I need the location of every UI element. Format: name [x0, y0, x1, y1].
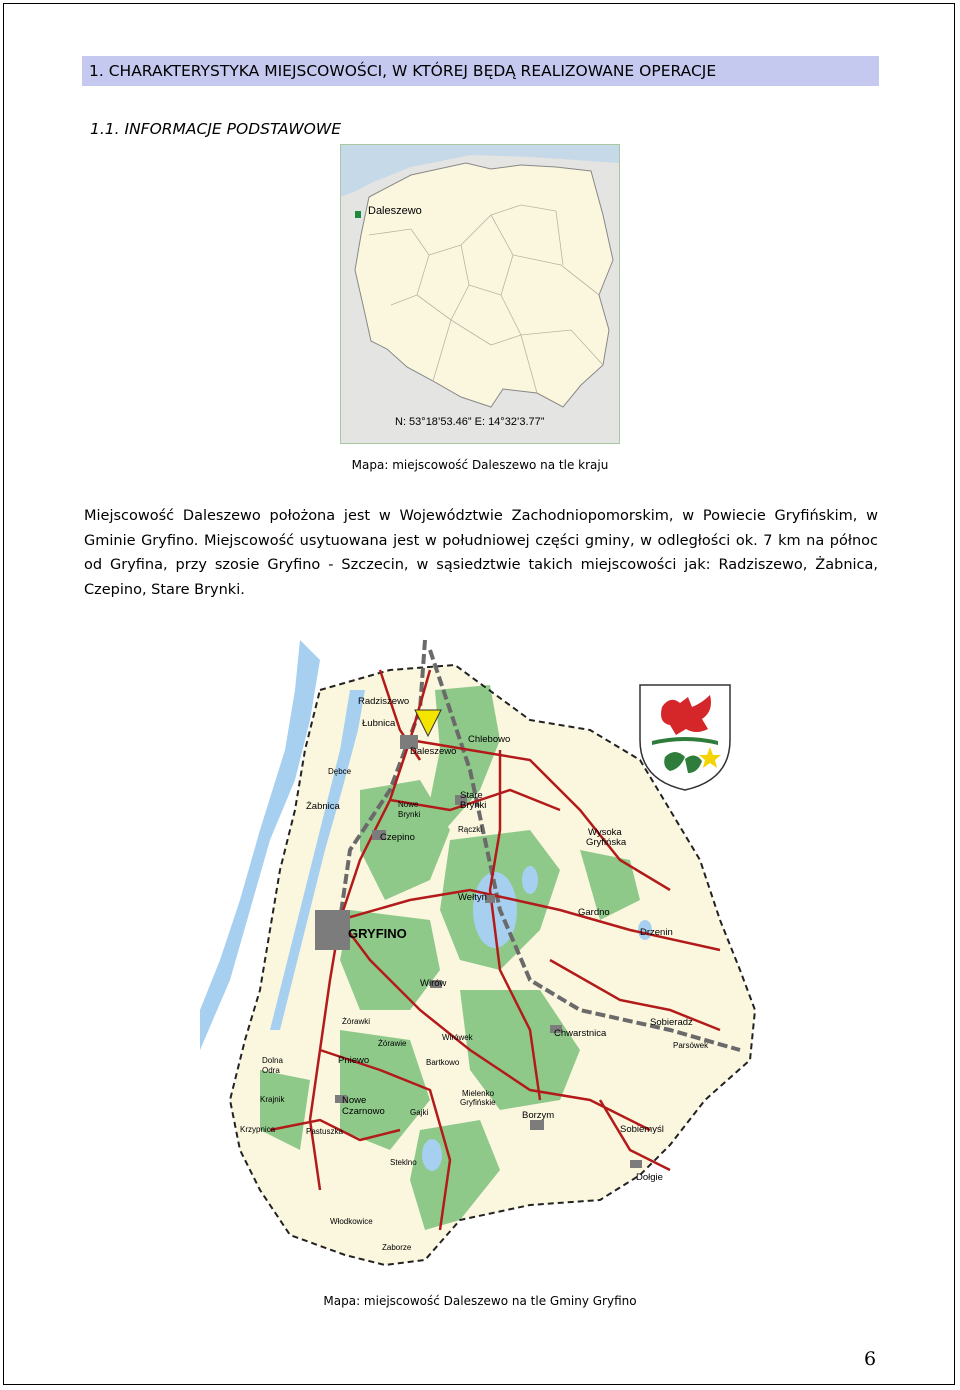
place-zaborze: Zaborze: [382, 1243, 412, 1252]
place-daleszewo: Daleszewo: [410, 746, 457, 757]
place-sobieradz: Sobieradz: [650, 1017, 693, 1028]
poland-map: [340, 144, 620, 444]
place-wirowek: Wirówek: [442, 1033, 473, 1042]
place-stare-brynki-2: Brynki: [460, 800, 487, 811]
place-debce: Dębce: [328, 767, 352, 776]
place-krzypnica: Krzypnica: [240, 1125, 276, 1134]
place-drzenin: Drzenin: [640, 927, 673, 938]
place-sobiemysl: Sobiemyśl: [620, 1124, 664, 1135]
place-czepino: Czepino: [380, 832, 415, 843]
place-parsowek: Parsówek: [673, 1041, 709, 1050]
place-zorawki: Żórawki: [342, 1017, 371, 1026]
place-gardno: Gardno: [578, 907, 610, 918]
map1-caption: Mapa: miejscowość Daleszewo na tle kraju: [351, 458, 609, 472]
section-heading: 1. CHARAKTERYSTYKA MIEJSCOWOŚCI, W KTÓREJ BĘDĄ REALIZOWANE OPERACJE: [89, 62, 717, 80]
place-nowe-brynki-1: Nowe: [398, 800, 419, 809]
place-dolna-odra-1: Dolna: [262, 1056, 283, 1065]
place-chwarstnica: Chwarstnica: [554, 1028, 607, 1039]
place-raczki: Rączki: [458, 825, 483, 834]
description-paragraph: Miejscowość Daleszewo położona jest w Województwie Zachodniopomorskim, w Powiecie Gryfińskim, w Gminie Gryfino. Miejscowość usytuowana jest w południowej części gminy, w odległości ok. 7 km na północ od Gryfina, przy szosie Gryfino - Szczecin, w sąsiedztwie takich miejscowości jak: Radziszewo, Żabnica, Czepino, Stare Brynki.: [84, 508, 878, 598]
place-zorawie: Żórawie: [378, 1039, 407, 1048]
place-weltyn: Wełtyń: [458, 892, 487, 903]
gmina-map: [200, 630, 770, 1270]
place-gajki: Gajki: [410, 1108, 429, 1117]
place-radziszewo: Radziszewo: [358, 696, 410, 707]
place-borzym: Borzym: [522, 1110, 555, 1121]
place-mielenko-2: Gryfińskie: [460, 1098, 496, 1107]
map1-coordinates: N: 53°18’53.46” E: 14°32’3.77”: [395, 416, 545, 428]
place-bartkowo: Bartkowo: [426, 1058, 460, 1067]
page-number: 6: [864, 1348, 877, 1370]
place-pniewo: Pniewo: [338, 1055, 370, 1066]
place-wysoka-1: Wysoka: [588, 827, 622, 838]
place-zabnica: Żabnica: [306, 801, 340, 812]
place-wirow: Wirów: [420, 978, 447, 989]
place-pastuszka: Pastuszka: [306, 1127, 343, 1136]
place-wlodkowice: Włodkowice: [330, 1217, 373, 1226]
place-nowe-brynki-2: Brynki: [398, 810, 421, 819]
place-nowe-czarnowo-2: Czarnowo: [342, 1106, 385, 1117]
poland-map-graphic: [341, 145, 619, 443]
subsection-heading: 1.1. INFORMACJE PODSTAWOWE: [90, 120, 341, 138]
map2-caption: Mapa: miejscowość Daleszewo na tle Gminy Gryfino: [323, 1294, 637, 1308]
coat-of-arms-icon: [640, 685, 730, 790]
place-stare-brynki-1: Stare: [460, 790, 483, 801]
map1-place-label: Daleszewo: [368, 205, 422, 217]
place-wysoka-2: Gryfińska: [586, 837, 627, 848]
place-lubnica: Łubnica: [362, 718, 396, 729]
place-nowe-czarnowo-1: Nowe: [342, 1095, 367, 1106]
place-mielenko-1: Mielenko: [462, 1089, 495, 1098]
place-krajnik: Krajnik: [260, 1095, 285, 1104]
place-gryfino: GRYFINO: [348, 926, 407, 941]
section-heading-bar: [82, 56, 879, 86]
place-dolgie: Dołgie: [636, 1172, 663, 1183]
gmina-map-graphic: [200, 630, 770, 1270]
location-marker-icon: [355, 211, 361, 218]
place-dolna-odra-2: Odra: [262, 1066, 280, 1075]
place-steklno: Steklno: [390, 1158, 417, 1167]
place-chlebowo: Chlebowo: [468, 734, 511, 745]
